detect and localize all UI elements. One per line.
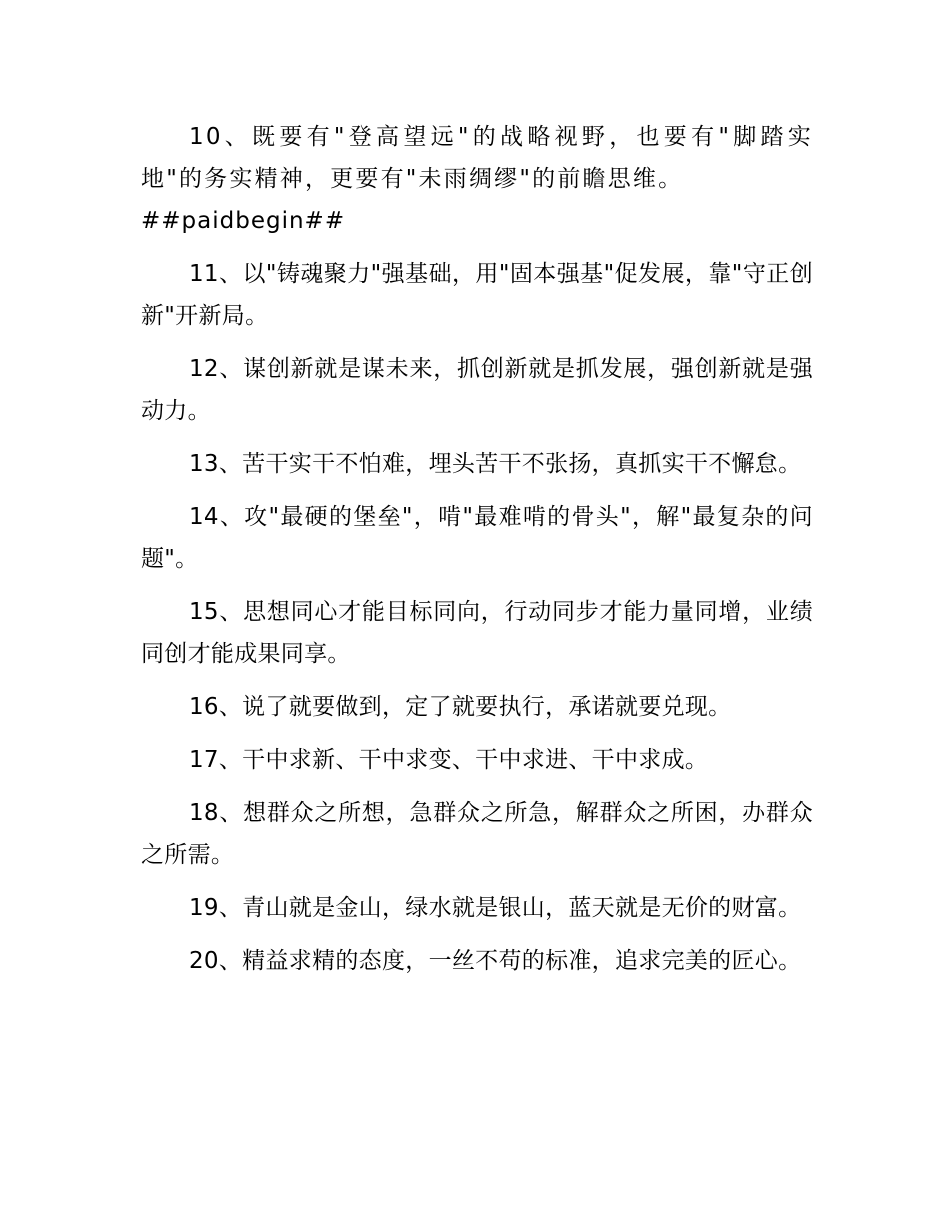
paragraph-19: 19、青山就是金山，绿水就是银山，蓝天就是无价的财富。 xyxy=(189,895,802,921)
document-body xyxy=(141,116,813,993)
paragraph-14: 14、攻"最硬的堡垒"，啃"最难啃的骨头"，解"最复杂的问题"。 xyxy=(141,504,813,572)
paragraph-10: 10、既要有"登高望远"的战略视野，也要有"脚踏实地"的务实精神，更要有"未雨绸缪"的前瞻思维。 xyxy=(141,124,813,192)
paragraph-17: 17、干中求新、干中求变、干中求进、干中求成。 xyxy=(189,747,709,773)
paragraph-18: 18、想群众之所想，急群众之所急，解群众之所困，办群众之所需。 xyxy=(141,800,813,868)
paragraph-16: 16、说了就要做到，定了就要执行，承诺就要兑现。 xyxy=(189,694,732,720)
paragraph-11: 11、以"铸魂聚力"强基础，用"固本强基"促发展，靠"守正创新"开新局。 xyxy=(141,261,813,329)
paragraph-15: 15、思想同心才能目标同向，行动同步才能力量同增，业绩同创才能成果同享。 xyxy=(141,599,813,667)
paragraph-20: 20、精益求精的态度，一丝不苟的标准，追求完美的匠心。 xyxy=(189,948,802,974)
paid-begin-marker: ##paidbegin## xyxy=(141,208,346,234)
paragraph-13: 13、苦干实干不怕难，埋头苦干不张扬，真抓实干不懈怠。 xyxy=(189,451,802,477)
paragraph-12: 12、谋创新就是谋未来，抓创新就是抓发展，强创新就是强动力。 xyxy=(141,356,813,424)
